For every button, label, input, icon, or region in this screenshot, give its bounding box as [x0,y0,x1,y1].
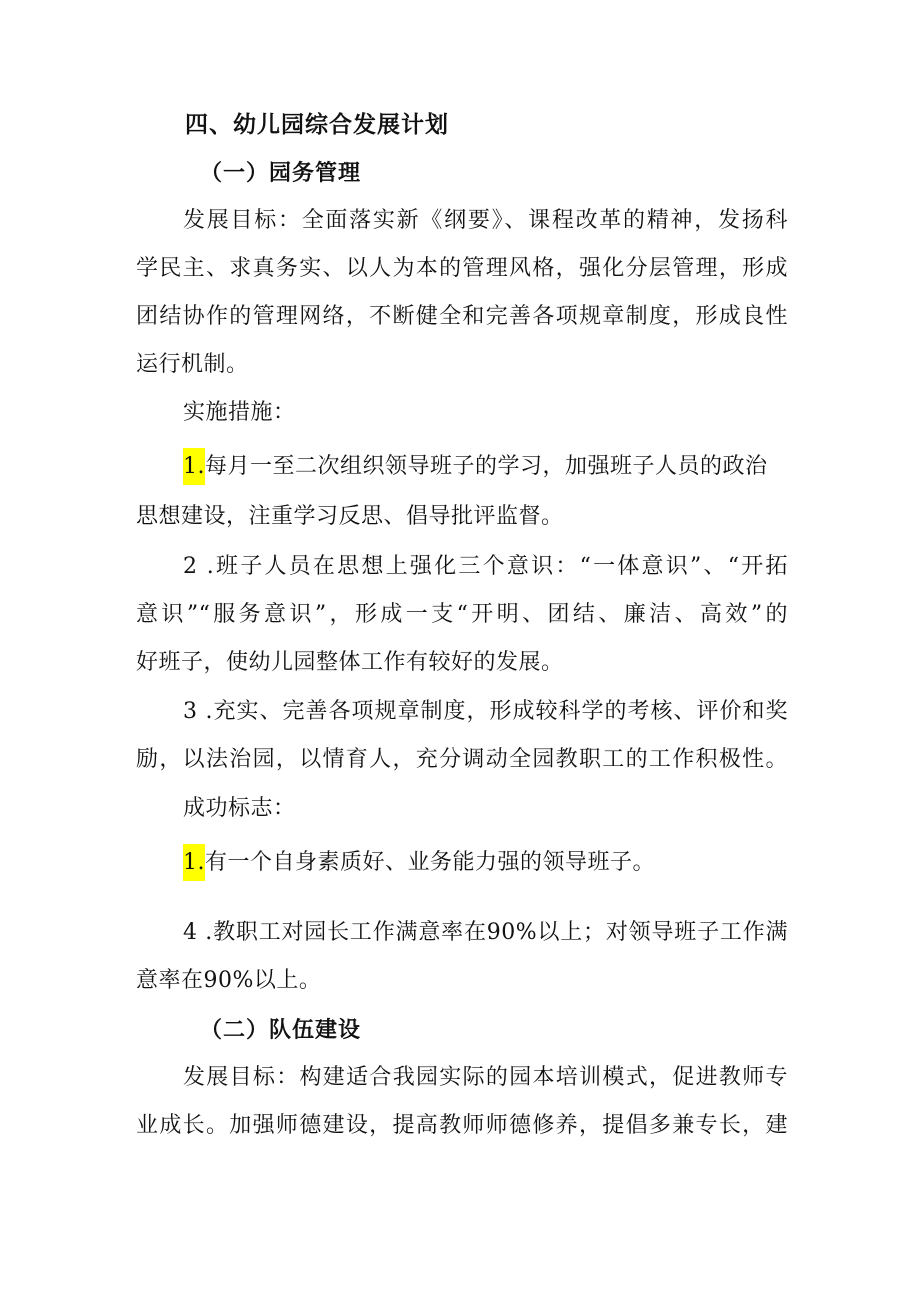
measure-3-line-2: 励，以法治园，以情育人，充分调动全园教职工的工作积极性。 [136,747,788,772]
success-1 [183,848,655,878]
subsection-title-management: （一）园务管理 [200,160,362,186]
measure-3-line-1: 3 .充实、完善各项规章制度，形成较科学的考核、评价和奖 [183,699,788,724]
goal-line-4: 运行机制。 [136,352,249,377]
success-label: 成功标志： [183,796,296,821]
success-4-line-2: 意率在90%以上。 [136,968,322,993]
goal-line-2: 学民主、求真务实、以人为本的管理风格，强化分层管理，形成 [136,256,788,281]
section-title: 四、幼儿园综合发展计划 [185,111,449,138]
success-4-line-1: 4 .教职工对园长工作满意率在90%以上；对领导班子工作满 [183,920,788,945]
goal-line-3: 团结协作的管理网络，不断健全和完善各项规章制度，形成良性 [136,304,788,329]
measure-2-line-2: 意识”“服务意识”，形成一支“开明、团结、廉洁、高效”的 [136,602,788,627]
team-goal-line-1: 发展目标：构建适合我园实际的园本培训模式，促进教师专 [183,1065,788,1090]
measures-label: 实施措施： [183,400,296,425]
measure-2-line-1: 2 .班子人员在思想上强化三个意识：“一体意识”、“开拓 [183,554,788,579]
success-1-text: 有一个自身素质好、业务能力强的领导班子。 [205,850,656,875]
subsection-title-team: （二）队伍建设 [200,1017,362,1043]
measure-1-text: 每月一至二次组织领导班子的学习，加强班子人员的政治 [205,454,768,479]
success-1-number: 1. [183,844,205,881]
measure-1-number: 1. [183,448,205,485]
measure-1-line-2: 思想建设，注重学习反思、倡导批评监督。 [136,504,564,529]
team-goal-line-2: 业成长。加强师德建设，提高教师师德修养，提倡多兼专长，建 [136,1113,788,1138]
measure-2-line-3: 好班子，使幼儿园整体工作有较好的发展。 [136,650,564,675]
measure-1-line-1 [183,452,788,482]
goal-line-1: 发展目标：全面落实新《纲要》、课程改革的精神，发扬科 [183,208,788,233]
